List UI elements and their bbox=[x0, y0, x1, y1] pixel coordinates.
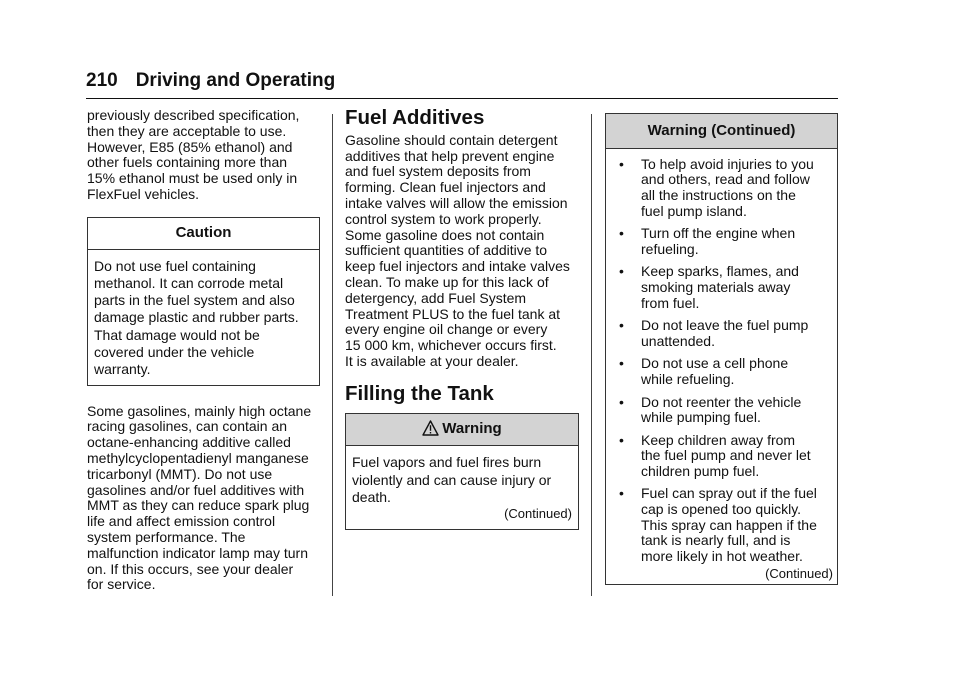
text-line: clean. To make up for this lack of bbox=[345, 273, 549, 290]
text-line: gasolines and/or fuel additives with bbox=[87, 481, 305, 498]
text-line: and fuel system deposits from bbox=[345, 163, 531, 180]
list-item bbox=[609, 157, 833, 219]
text-line: MMT as they can reduce spark plug bbox=[87, 497, 310, 514]
continued-label: (Continued) bbox=[504, 506, 572, 522]
intro-paragraph bbox=[87, 108, 322, 203]
text-line: methylcyclopentadienyl manganese bbox=[87, 450, 309, 467]
list-item bbox=[609, 226, 833, 257]
text-line: tricarbonyl (MMT). Do not use bbox=[87, 465, 273, 482]
page-number: 210 bbox=[86, 70, 118, 91]
text-line: However, E85 (85% ethanol) and bbox=[87, 138, 293, 155]
list-item bbox=[609, 356, 833, 387]
bullet-icon: • bbox=[619, 225, 624, 242]
text-line: parts in the fuel system and also bbox=[94, 292, 295, 309]
text-line: refueling. bbox=[641, 240, 699, 257]
text-line: more likely in hot weather. bbox=[641, 547, 803, 564]
bullet-icon: • bbox=[619, 485, 624, 502]
warning-continued-box bbox=[605, 113, 838, 585]
column-2 bbox=[345, 106, 585, 530]
text-line: forming. Clean fuel injectors and bbox=[345, 179, 546, 196]
column-divider-right bbox=[591, 114, 592, 596]
text-line: To help avoid injuries to you bbox=[641, 155, 814, 172]
text-line: Do not reenter the vehicle bbox=[641, 393, 802, 410]
fuel-additives-paragraph bbox=[345, 133, 585, 370]
text-line: tank is nearly full, and is bbox=[641, 532, 791, 549]
text-line: This spray can happen if the bbox=[641, 516, 817, 533]
text-line: damage plastic and rubber parts. bbox=[94, 309, 299, 326]
text-line: Keep children away from bbox=[641, 431, 796, 448]
warning-triangle-icon bbox=[422, 420, 439, 440]
warning-box bbox=[345, 413, 579, 530]
text-line: covered under the vehicle bbox=[94, 344, 255, 361]
caution-box bbox=[87, 217, 320, 386]
warning-title: Warning bbox=[442, 419, 502, 437]
text-line: sufficient quantities of additive to bbox=[345, 242, 548, 259]
text-line: detergency, add Fuel System bbox=[345, 289, 527, 306]
text-line: octane-enhancing additive called bbox=[87, 434, 291, 451]
text-line: 15% ethanol must be used only in bbox=[87, 170, 298, 187]
filling-the-tank-heading: Filling the Tank bbox=[345, 381, 494, 405]
text-line: Do not use fuel containing bbox=[94, 257, 256, 274]
column-1 bbox=[87, 108, 322, 593]
text-line: and others, read and follow bbox=[641, 171, 810, 188]
text-line: the fuel pump and never let bbox=[641, 447, 811, 464]
text-line: Gasoline should contain detergent bbox=[345, 131, 558, 148]
text-line: Some gasoline does not contain bbox=[345, 226, 545, 243]
text-line: racing gasolines, can contain an bbox=[87, 418, 288, 435]
text-line: It is available at your dealer. bbox=[345, 352, 519, 369]
header-rule bbox=[86, 98, 838, 99]
text-line: Some gasolines, mainly high octane bbox=[87, 402, 312, 419]
caution-body bbox=[88, 250, 319, 385]
text-line: every engine oil change or every bbox=[345, 321, 548, 338]
text-line: additives that help prevent engine bbox=[345, 147, 555, 164]
fuel-additives-heading: Fuel Additives bbox=[345, 106, 485, 129]
section-title: Driving and Operating bbox=[135, 70, 336, 91]
text-line: then they are acceptable to use. bbox=[87, 122, 287, 139]
text-line: Do not leave the fuel pump bbox=[641, 317, 809, 334]
text-line: Fuel vapors and fuel fires burn bbox=[352, 454, 542, 471]
caution-title: Caution bbox=[88, 218, 319, 250]
page-header bbox=[86, 70, 335, 92]
column-3 bbox=[605, 113, 838, 585]
bullet-icon: • bbox=[619, 393, 624, 410]
text-line: cap is opened too quickly. bbox=[641, 501, 802, 518]
text-line: unattended. bbox=[641, 332, 715, 349]
bullet-icon: • bbox=[619, 431, 624, 448]
text-line: Keep sparks, flames, and bbox=[641, 263, 799, 280]
text-line: previously described specification, bbox=[87, 107, 300, 123]
text-line: all the instructions on the bbox=[641, 186, 796, 203]
warning-header bbox=[346, 414, 578, 447]
text-line: while pumping fuel. bbox=[641, 409, 761, 426]
warning-body bbox=[346, 446, 578, 528]
text-line: 15 000 km, whichever occurs first. bbox=[345, 337, 557, 354]
text-line: other fuels containing more than bbox=[87, 154, 288, 171]
text-line: fuel pump island. bbox=[641, 202, 747, 219]
list-item bbox=[609, 264, 833, 311]
text-line: Turn off the engine when bbox=[641, 225, 796, 242]
text-line: That damage would not be bbox=[94, 326, 260, 343]
list-item bbox=[609, 318, 833, 349]
text-line: methanol. It can corrode metal bbox=[94, 274, 284, 291]
continued-label: (Continued) bbox=[765, 566, 833, 582]
text-line: Do not use a cell phone bbox=[641, 355, 789, 372]
text-line: warranty. bbox=[94, 361, 151, 378]
text-line: from fuel. bbox=[641, 294, 700, 311]
mmt-paragraph bbox=[87, 404, 322, 594]
bullet-icon: • bbox=[619, 355, 624, 372]
text-line: death. bbox=[352, 488, 391, 505]
text-line: intake valves will allow the emission bbox=[345, 194, 568, 211]
text-line: Treatment PLUS to the fuel tank at bbox=[345, 305, 561, 322]
text-line: for service. bbox=[87, 576, 156, 593]
column-divider-left bbox=[332, 114, 333, 596]
bullet-icon: • bbox=[619, 317, 624, 334]
text-line: system performance. The bbox=[87, 529, 246, 546]
text-line: FlexFuel vehicles. bbox=[87, 185, 200, 202]
list-item bbox=[609, 486, 833, 564]
bullet-icon: • bbox=[619, 155, 624, 172]
text-line: keep fuel injectors and intake valves bbox=[345, 258, 570, 275]
text-line: control system to work properly. bbox=[345, 210, 542, 227]
text-line: malfunction indicator lamp may turn bbox=[87, 544, 308, 561]
bullet-icon: • bbox=[619, 263, 624, 280]
text-line: children pump fuel. bbox=[641, 462, 760, 479]
text-line: on. If this occurs, see your dealer bbox=[87, 560, 294, 577]
text-line: smoking materials away bbox=[641, 278, 791, 295]
text-line: violently and can cause injury or bbox=[352, 471, 552, 488]
warning-continued-body bbox=[606, 149, 837, 584]
text-line: life and affect emission control bbox=[87, 513, 276, 530]
list-item bbox=[609, 395, 833, 426]
warning-continued-title: Warning (Continued) bbox=[606, 114, 837, 149]
warning-bullet-list bbox=[609, 157, 833, 565]
text-line: while refueling. bbox=[641, 370, 735, 387]
list-item bbox=[609, 433, 833, 480]
text-line: Fuel can spray out if the fuel bbox=[641, 485, 817, 502]
